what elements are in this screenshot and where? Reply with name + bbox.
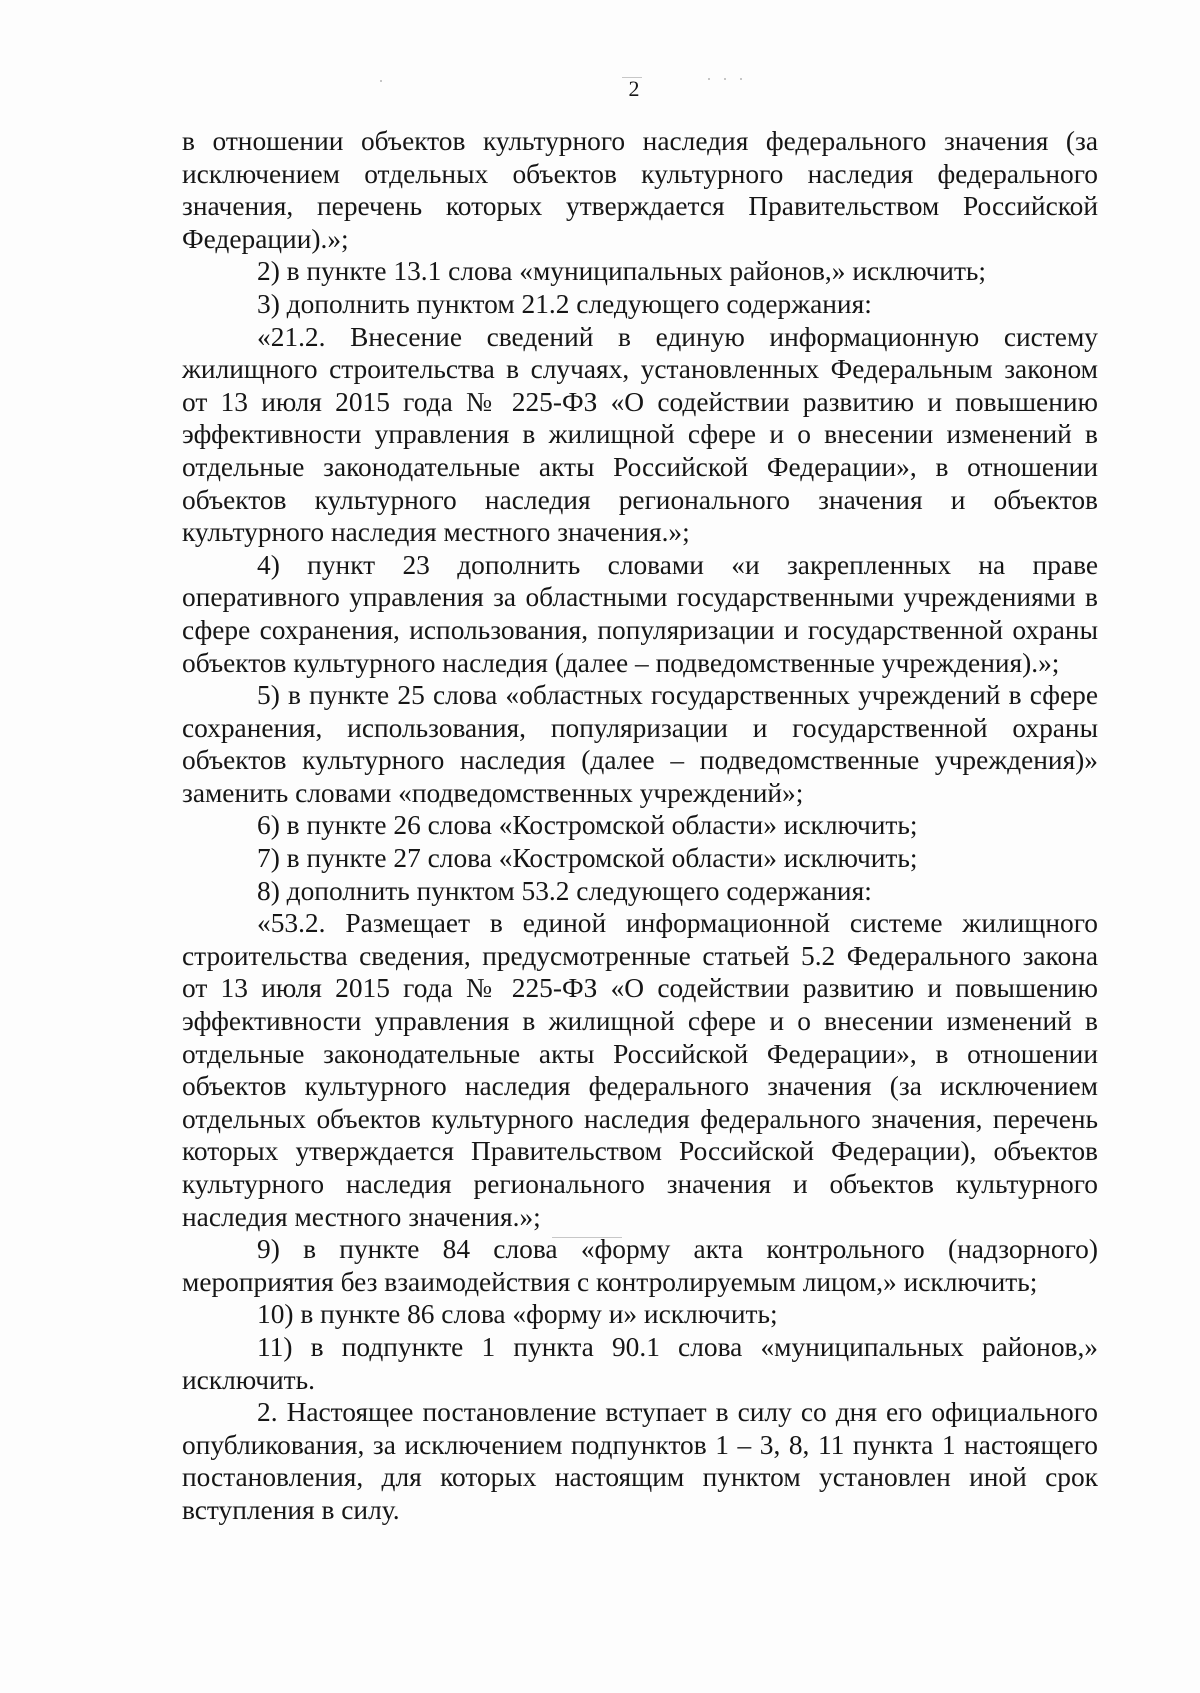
document-body: [182, 125, 1098, 1527]
paragraph-item-7: 7) в пункте 27 слова «Костромской области» исключить;: [257, 843, 918, 874]
paragraph-quote-21-2: «21.2. Внесение сведений в единую информационную систему жилищного строительства в случаях, установленных Федеральным законом от 13 июля 2015 года № 225-ФЗ «О содействии развитию и повышению эффективности управления в жилищной сфере и о внесении изменений в отдельные законодательные акты Российской Федерации», в отношении объектов культурного наследия регионального значения и объектов культурного наследия местного значения.»;: [182, 321, 1098, 548]
paragraph-item-5: 5) в пункте 25 слова «областных государственных учреждений в сфере сохранения, использования, популяризации и государственной охраны объектов культурного наследия (далее – подведомственные учреждения)» заменить словами «подведомственных учреждений»;: [182, 680, 1098, 808]
paragraph-item-3: 3) дополнить пунктом 21.2 следующего содержания:: [257, 288, 872, 319]
paragraph-item-9: 9) в пункте 84 слова «форму акта контрольного (надзорного) мероприятия без взаимодействия с контролируемым лицом,» исключить;: [182, 1234, 1098, 1297]
paragraph-continuation: в отношении объектов культурного наследия федерального значения (за исключением отдельных объектов культурного наследия федерального значения, перечень которых утверждается Правительством Российской Федерации).»;: [182, 126, 1098, 254]
paragraph-item-11: 11) в подпункте 1 пункта 90.1 слова «муниципальных районов,» исключить.: [182, 1331, 1098, 1395]
paragraph-quote-53-2: «53.2. Размещает в единой информационной системе жилищного строительства сведения, предусмотренные статьей 5.2 Федерального закона от 13 июля 2015 года № 225-ФЗ «О содействии развитию и повышению эффективности управления в жилищной сфере и о внесении изменений в отдельные законодательные акты Российской Федерации», в отношении объектов культурного наследия федерального значения (за исключением отдельных объектов культурного наследия федерального значения, перечень которых утверждается Правительством Российской Федерации), объектов культурного наследия регионального значения и объектов культурного наследия местного значения.»;: [182, 908, 1098, 1232]
page-number: 2: [628, 76, 640, 101]
paragraph-item-2: 2) в пункте 13.1 слова «муниципальных районов,» исключить;: [257, 256, 987, 287]
paragraph-section-2: 2. Настоящее постановление вступает в силу со дня его официального опубликования, за исключением подпунктов 1 – 3, 8, 11 пункта 1 настоящего постановления, для которых настоящим пунктом установлен иной срок вступления в силу.: [182, 1397, 1098, 1525]
paragraph-item-4: 4) пункт 23 дополнить словами «и закрепленных на праве оперативного управления за областными государственными учреждениями в сфере сохранения, использования, популяризации и государственной охраны объектов культурного наследия (далее – подведомственные учреждения).»;: [182, 549, 1098, 678]
paragraph-item-8: 8) дополнить пунктом 53.2 следующего содержания:: [257, 875, 872, 906]
paragraph-item-6: 6) в пункте 26 слова «Костромской области» исключить;: [257, 810, 918, 841]
paragraph-item-10: 10) в пункте 86 слова «форму и» исключить;: [257, 1299, 778, 1330]
